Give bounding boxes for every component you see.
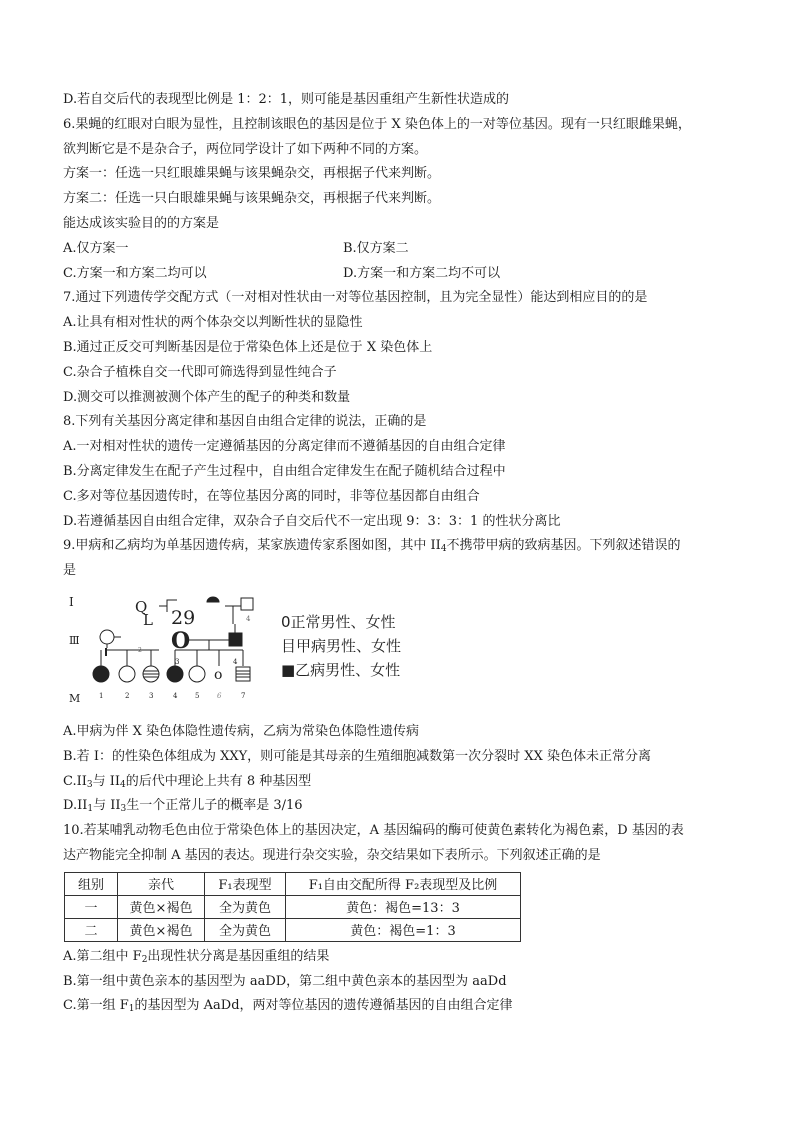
q6-options-row-1 <box>63 237 743 262</box>
individual-number: 4 <box>173 691 178 700</box>
table-header: F₁自由交配所得 F₂表现型及比例 <box>286 872 521 895</box>
q9-c-text-end: 的后代中理论上共有 8 种基因型 <box>125 773 312 789</box>
q9-c-text-mid: 与 II <box>92 773 121 789</box>
female-normal-symbol <box>100 630 114 644</box>
q9-d-text-end: 生一个正常儿子的概率是 3/16 <box>126 798 303 814</box>
q10-option-a <box>63 945 743 970</box>
q9-option-c <box>63 770 743 795</box>
individual-number: 1 <box>103 651 104 653</box>
pedigree-legend <box>281 610 401 682</box>
generation-label-i: I <box>69 594 74 609</box>
male-normal-symbol <box>241 598 253 610</box>
q8-option-a: A.一对相对性状的遗传一定遵循基因的分离定律而不遵循基因的自由组合定律 <box>63 439 506 455</box>
exam-page <box>63 88 743 1019</box>
q7-option-a: A.让具有相对性状的两个体杂交以判断性状的显隐性 <box>63 315 363 331</box>
pedigree-fragment-4: 4 <box>246 614 251 623</box>
q9-c-text: C.II <box>63 773 87 789</box>
table-header-row <box>65 872 521 895</box>
q6-plan-1: 方案一：任选一只红眼雄果蝇与该果蝇杂交，再根据子代来判断。 <box>63 166 441 182</box>
q9-stem <box>63 534 743 559</box>
q10-option-c <box>63 994 743 1019</box>
q6-option-a: A.仅方案一 <box>63 240 129 256</box>
table-cell: 全为黄色 <box>205 895 286 918</box>
pedigree-fragment-q: Q <box>135 597 148 616</box>
q10-option-b: B.第一组中黄色亲本的基因型为 aaDD，第二组中黄色亲本的基因型为 aaDd <box>63 973 507 989</box>
q5-option-d: D.若自交后代的表现型比例是 1：2：1，则可能是基因重组产生新性状造成的 <box>63 92 510 107</box>
q10-c-subscript: 1 <box>128 1004 135 1015</box>
q9-stem-subscript: 4 <box>440 544 447 555</box>
female-affected-symbol <box>93 666 109 682</box>
q7-option-b: B.通过正反交可判断基因是位于常染色体上还是位于 X 染色体上 <box>63 339 433 355</box>
q6-stem: 6.果蝇的红眼对白眼为显性，且控制该眼色的基因是位于 X 染色体上的一对等位基因。现有一只红眼雌果蝇， <box>63 116 691 132</box>
male-affected-yi-symbol <box>229 633 242 646</box>
female-normal-symbol <box>189 666 205 682</box>
q9-stem-cont: 是 <box>63 563 77 579</box>
q6-question: 能达成该实验目的的方案是 <box>63 215 220 231</box>
pedigree-figure <box>63 588 743 716</box>
female-normal-symbol <box>119 666 135 682</box>
female-affected-symbol <box>167 666 183 682</box>
q9-c-subscript-2: 4 <box>120 779 126 790</box>
q10-a-text-end: 出现性状分离是基因重组的结果 <box>147 948 330 964</box>
table-header: 亲代 <box>118 872 205 895</box>
q10-c-text: C.第一组 F <box>63 998 129 1014</box>
generation-label-iii: M <box>69 691 81 705</box>
q7-stem: 7.通过下列遗传学交配方式（一对相对性状由一对等位基因控制，且为完全显性）能达到相应目的的是 <box>63 290 648 306</box>
table-header: 组别 <box>65 872 118 895</box>
table-header: F₁表现型 <box>205 872 286 895</box>
q9-option-a: A.甲病为伴 X 染色体隐性遗传病，乙病为常染色体隐性遗传病 <box>63 723 420 739</box>
q9-stem-text: 9.甲病和乙病均为单基因遗传病，某家族遗传家系图如图，其中 II <box>63 538 441 554</box>
q9-d-subscript: 1 <box>87 804 94 815</box>
individual-fragment-o: o <box>214 666 223 683</box>
q9-c-subscript: 3 <box>86 779 93 790</box>
individual-number: 2 <box>138 646 142 654</box>
cross-result-table <box>64 872 521 942</box>
pedigree-fragment-29: 29 <box>171 606 196 629</box>
q6-option-d: D.方案一和方案二均不可以 <box>343 265 501 281</box>
q6-option-c: C.方案一和方案二均可以 <box>63 265 207 281</box>
individual-number: 3 <box>175 657 180 666</box>
q6-options-row-2 <box>63 262 743 287</box>
q10-c-text-end: 的基因型为 AaDd，两对等位基因的遗传遵循基因的自由组合定律 <box>134 998 513 1014</box>
q7-option-d: D.测交可以推测被测个体产生的配子的种类和数量 <box>63 389 351 405</box>
pedigree-fragment-l: L <box>143 610 153 629</box>
table-cell: 一 <box>65 895 118 918</box>
legend-disease-jia: 目甲病男性、女性 <box>281 636 402 655</box>
female-normal-symbol: O <box>171 627 191 654</box>
individual-number: 5 <box>195 691 200 700</box>
table-cell: 二 <box>65 918 118 941</box>
q9-d-subscript-2: 3 <box>120 804 127 815</box>
q6-stem-cont: 欲判断它是不是杂合子，两位同学设计了如下两种不同的方案。 <box>63 141 428 157</box>
q8-stem: 8.下列有关基因分离定律和基因自由组合定律的说法，正确的是 <box>63 414 427 430</box>
q9-d-text-mid: 与 II <box>93 798 121 814</box>
q9-option-d <box>63 794 743 819</box>
legend-normal: 0正常男性、女性 <box>281 612 396 631</box>
q7-option-c: C.杂合子植株自交一代即可筛选得到显性纯合子 <box>63 364 337 380</box>
individual-number: 2 <box>125 691 130 700</box>
q10-a-text: A.第二组中 F <box>63 948 142 964</box>
table-cell: 黄色×褐色 <box>118 895 205 918</box>
individual-number: 1 <box>99 691 104 700</box>
table-cell: 黄色×褐色 <box>118 918 205 941</box>
individual-number: 7 <box>241 691 246 700</box>
q10-stem: 10.若某哺乳动物毛色由位于常染色体上的基因决定，A 基因编码的酶可使黄色素转化为褐色素，D 基因的表 <box>63 823 684 839</box>
q9-d-text: D.II <box>63 798 88 814</box>
table-row <box>65 918 521 941</box>
q6-option-b: B.仅方案二 <box>343 240 409 256</box>
q6-plan-2: 方案二：任选一只白眼雄果蝇与该果蝇杂交，再根据子代来判断。 <box>63 191 441 207</box>
table-cell: 黄色：褐色=13：3 <box>286 895 521 918</box>
individual-number: 3 <box>149 691 154 700</box>
individual-number: 4 <box>233 657 238 666</box>
q10-stem-cont: 达产物能完全抑制 A 基因的表达。现进行杂交实验，杂交结果如下表所示。下列叙述正确的是 <box>63 847 601 863</box>
table-cell: 黄色：褐色=1：3 <box>286 918 521 941</box>
generation-label-ii: Ⅲ <box>69 633 80 647</box>
table-cell: 全为黄色 <box>205 918 286 941</box>
pedigree-chart <box>63 588 273 716</box>
female-half-filled-symbol <box>207 597 219 602</box>
q8-option-c: C.多对等位基因遗传时，在等位基因分离的同时，非等位基因都自由组合 <box>63 488 480 504</box>
q8-option-b: B.分离定律发生在配子产生过程中，自由组合定律发生在配子随机结合过程中 <box>63 463 506 479</box>
q8-option-d: D.若遵循基因自由组合定律，双杂合子自交后代不一定出现 9：3：3：1 的性状分离比 <box>63 513 561 529</box>
legend-disease-yi: ■乙病男性、女性 <box>281 660 401 679</box>
q10-a-subscript: 2 <box>141 954 148 965</box>
individual-number: 6 <box>217 691 222 700</box>
q9-option-b: B.若 I：的性染色体组成为 XXY，则可能是其母亲的生殖细胞减数第一次分裂时 XX 染色体未正常分离 <box>63 748 651 764</box>
table-row <box>65 895 521 918</box>
q9-stem-text-cont: 不携带甲病的致病基因。下列叙述错误的 <box>446 538 681 554</box>
